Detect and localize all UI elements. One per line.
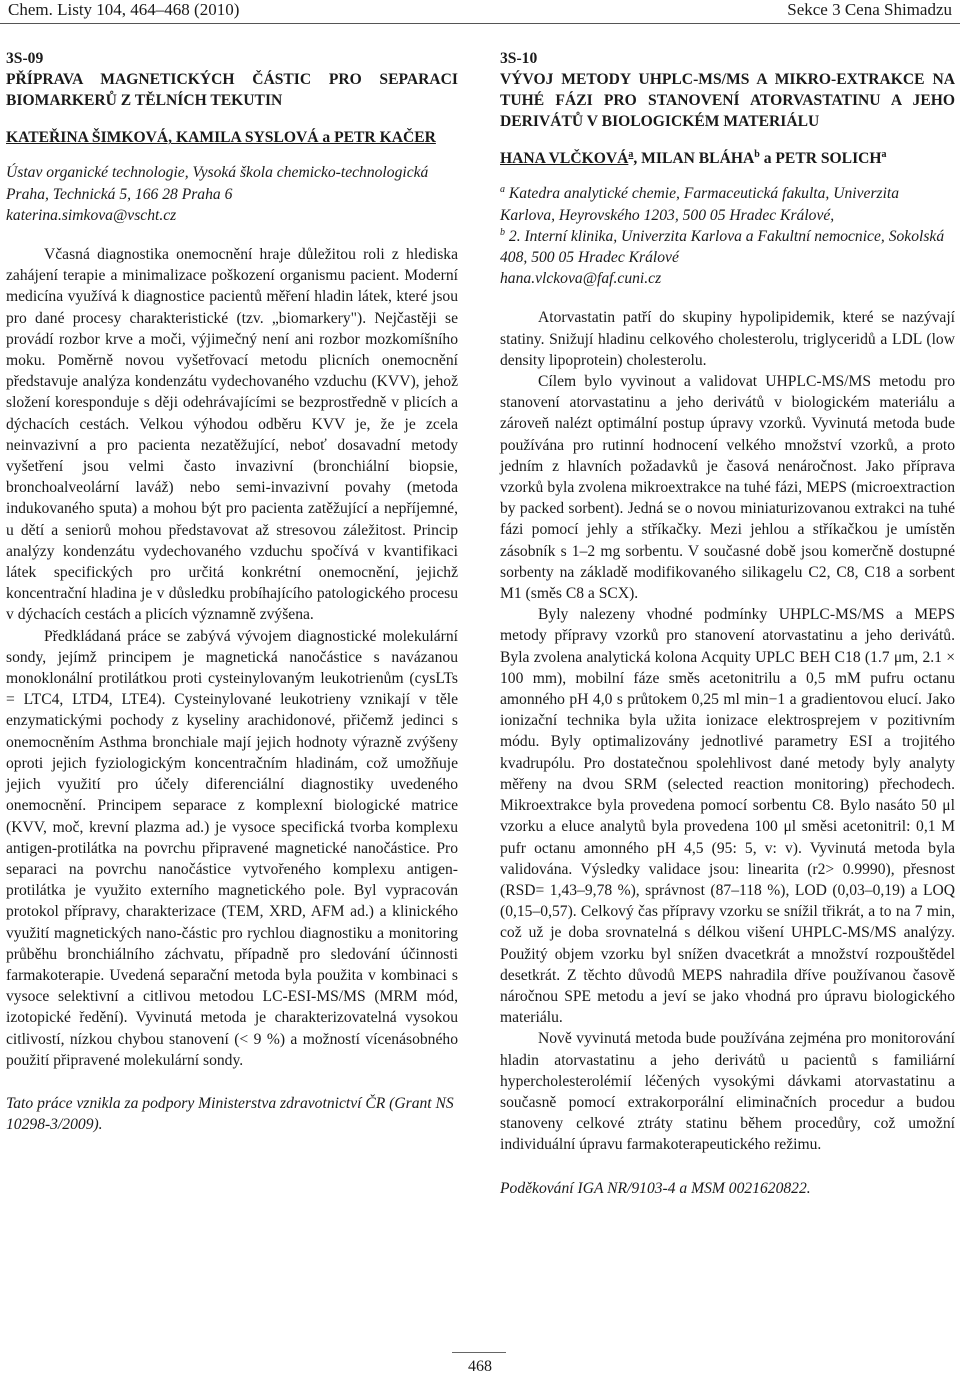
section-label: Sekce 3 Cena Shimadzu	[787, 0, 952, 19]
acknowledgement: Poděkování IGA NR/9103-4 a MSM 0021620822.	[500, 1179, 811, 1197]
left-article	[6, 48, 458, 1135]
affiliation-text: Ústav organické technologie, Vysoká škola chemicko-technologická Praha, Technická 5, 166 28 Praha 6	[6, 164, 429, 203]
footer-divider	[452, 1352, 506, 1353]
author-sup: a	[628, 149, 634, 161]
affiliation	[6, 162, 458, 226]
abstract-title: VÝVOJ METODY UHPLC-MS/MS A MIKRO-EXTRAKCE NA TUHÉ FÁZI PRO STANOVENÍ ATORVASTATINU A JEHO DERIVÁTŮ V BIOLOGICKÉM MATERIÁLU	[500, 71, 955, 131]
affiliation-text: 2. Interní klinika, Univerzita Karlova a Fakultní nemocnice, Sokolská 408, 500 05 Hradec Králové	[500, 227, 945, 267]
authors: KATEŘINA ŠIMKOVÁ, KAMILA SYSLOVÁ a PETR KAČER	[6, 129, 436, 147]
paragraph: Atorvastatin patří do skupiny hypolipidemik, které se nazývají statiny. Snižují hladinu celkového cholesterolu, triglyceridů a LDL (low density lipoprotein) cholesterolu.	[500, 309, 955, 369]
abstract-id: 3S-10	[500, 50, 538, 67]
authors	[500, 148, 955, 169]
affil-sup: b	[500, 226, 505, 238]
page-number: 468	[468, 1358, 492, 1375]
paragraph: Předkládaná práce se zabývá vývojem diagnostické molekulární sondy, jejímž principem je magnetická nanočástice s navázanou monoklonální protilátkou proti cysteinylovaným leukotrienům (cysLTs = LTC4, LTD4, LTE4). Cysteinylované leukotrieny vznikají v těle enzymatickými pochody z kyseliny arachidonové, přičemž jedinci s onemocněním Asthma bronchiale mají jejich hodnoty výrazně zvýšeny oproti jejich fyziologickým koncentračním hladinám, což umožňuje jejich využití pro účely diferenciální diagnostiky uvedeného onemocnění. Principem separace z komplexní biologické matrice (KVV, moč, krevní plazma ad.) je vysoce specifická tvorba komplexu antigen-protilátka na povrchu připravené magnetické nanočástice. Pro separaci na povrchu nanočástice vytvořeného komplexu antigen-protilátka je využito externího magnetického pole. Byl vypracován protokol přípravy, charakterizace (TEM, XRD, AFM ad.) a klinického využití magnetických nano-částic pro rychlou diagnostiku a monitoring průběhu bronchiálního záchvatu, případně pro sledování účinnosti farmakoterapie. Uvedená separační metoda byla použita v kombinaci s vysoce selektivní a citlivou metodou LC-ESI-MS/MS (MRM mód, izotopické ředění). Vyvinutá metoda je charakterizovatelná vysokou citlivostí, nízkou chybou stanovení (< 9 %) a možností vícenásobného použití připravené molekulární sondy.	[6, 627, 458, 1069]
email[interactable]: hana.vlckova@faf.cuni.cz	[500, 270, 662, 288]
author-rest: , MILAN BLÁHA	[633, 150, 755, 168]
header-divider	[0, 23, 960, 24]
affiliation-text: Katedra analytické chemie, Farmaceutická fakulta, Univerzita Karlova, Heyrovského 1203, 500 05 Hradec Králové,	[500, 185, 900, 224]
abstract-title: PŘÍPRAVA MAGNETICKÝCH ČÁSTIC PRO SEPARACI BIOMARKERŮ Z TĚLNÍCH TEKUTIN	[6, 71, 458, 110]
acknowledgement: Tato práce vznikla za podpory Ministerstva zdravotnictví ČR (Grant NS 10298-3/2009).	[6, 1094, 454, 1134]
author-rest: a PETR SOLICH	[759, 150, 882, 168]
right-article	[500, 48, 955, 1199]
paragraph: Nově vyvinutá metoda bude používána zejména pro monitorování hladin atorvastatinu a jeho derivátů u pacientů s familiární hypercholesterolémií léčených vysokými dávkami atorvastatinu a současně pomocí extrakorporální eliminačních procedur a budou stanoveny celkové ztráty statinu během procedůry, což umožní individuální úpravu farmakoterapeutického režimu.	[500, 1030, 955, 1154]
paragraph: Včasná diagnostika onemocnění hraje důležitou roli z hlediska zahájení terapie a minimalizace poškození organismu pacient. Moderní medicína využívá k diagnostice pacientů měření hladin látek, které jsou pro dané procesy charakteristické (tzv. „biomarkery"). Nejčastěji se provádí rozbor krve a moči, výjimečný není ani rozbor mozkomíšního moku. Poměrně novou vyšetřovací metodu plicních onemocnění představuje analýza kondenzátu vydechovaného vzduchu (KVV), jehož složení koresponduje s ději odehrávajícími se bezprostředně v plicích a dýchacích cestách. Velkou výhodou odběru KVV je, že je zcela neinvazivní a pro pacienta nezatěžující, neboť dosavadní metody vyšetření jsou velmi často invazivní (bronchiální biopsie, bronchoalveolární laváž) nebo semi-invazivní povahy (metoda indukovaného sputa) a mohou být pro pacienta zatěžující a nepříjemné, u dětí a seniorů mohou představovat až stresovou záležitost. Princip analýzy kondenzátu vydechovaného vzduchu spočívá v kvantifikaci látek specifických pro určitá konkrétní onemocnění, jejichž koncentrační hladina je v důsledku probíhajícího patologického procesu v dýchacích cestách a plicích významně zvýšena.	[6, 246, 458, 624]
journal-citation: Chem. Listy 104, 464–468 (2010)	[8, 0, 240, 19]
paragraph: Cílem bylo vyvinout a validovat UHPLC-MS/MS metodu pro stanovení atorvastatinu a jeho derivátů v biologickém materiálu a zároveň nalézt optimální postup úpravy vzorků. Vyvinutá metoda bude používána pro rutinní hodnocení velkého množství vzorků, a proto jedním z hlavních požadavků je časová nenáročnost. Jako příprava vzorků byla zvolena mikroextrakce na tuhé fázi, MEPS (microextraction by packed sorbent). Jedná se o novou miniaturizovanou extrakci na tuhé fázi pomocí jehly a stříkačky. Mezi jehlou a stříkačkou je umístěn zásobník s 1–2 mg sorbentu. V současné době jsou komerčně dostupné sorbenty na základě modifikovaného silikagelu C2, C8, C18 a sorbent M1 (směs C8 a SCX).	[500, 373, 955, 603]
author-sup: b	[754, 149, 760, 161]
page-header	[0, 0, 960, 22]
affiliation	[500, 183, 955, 289]
paragraph: Byly nalezeny vhodné podmínky UHPLC-MS/MS a MEPS metody přípravy vzorků pro stanovení atorvastatinu a jeho derivátů. Byla zvolena analytická kolona Acquity UPLC BEH C18 (1.7 μm, 2.1 × 100 mm), mobilní fáze směs acetonitrilu a 0,5 mM pufru octanu amonného pH 4,0 s průtokem 0,25 ml min−1 a gradientovou elucí. Jako ionizační technika byla užita ionizace elektrosprejem v pozitivním módu. Byly optimalizovány jednotlivé parametry ESI a trojitého kvadrupólu. Pro dostatečnou spolehlivost dané metody byly analyty měřeny na dvou SRM (selected reaction monitoring) přechodech. Mikroextrakce byla provedena pomocí sorbentu C8. Bylo nasáto 50 μl vzorku a eluce analytů byla provedena 100 μl směsi acetonitril: 0,1 M pufr octanu amonného pH 4,5 (95: 5, v: v). Vyvinutá metoda byla validována. Výsledky validace jsou: linearita (r2> 0.9990), přesnost (RSD= 1,43–9,78 %), správnost (87–118 %), LOD (0,03–0,19) a LOQ (0,15–0,57). Celkový čas přípravy vzorku se snížil třikrát, a to na 7 min, což už je doba srovnatelná s délkou višení UHPLC-MS/MS analýzy. Použitý objem vzorku byl snížen dvacetkrát a množství rozpouštědel desetkrát. Z těchto důvodů MEPS nahradila dříve používanou časově náročnou SPE metodu a jeví se jako vhodná pro úpravu biologického materiálu.	[500, 606, 955, 1027]
abstract-id: 3S-09	[6, 50, 44, 67]
author-sup: a	[881, 149, 887, 161]
author-underlined: HANA VLČKOVÁ	[500, 150, 629, 168]
affil-sup: a	[500, 184, 505, 196]
email[interactable]: katerina.simkova@vscht.cz	[6, 206, 177, 224]
